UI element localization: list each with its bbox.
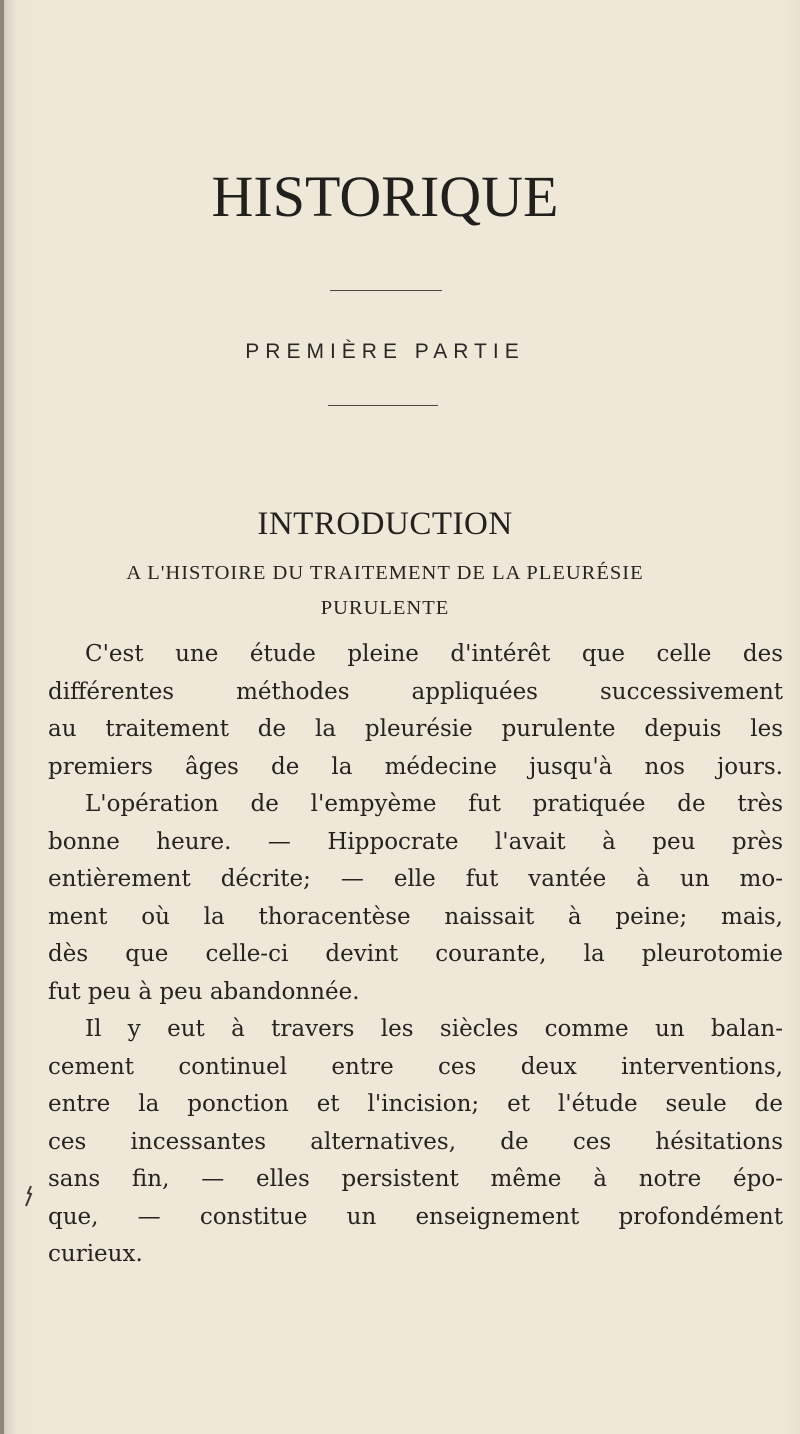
- text-line: curieux.: [48, 1241, 143, 1267]
- text-line: au traitement de la pleurésie purulente depuis les: [48, 716, 783, 742]
- chapter-heading: HISTORIQUE: [211, 164, 559, 229]
- divider-rule: [328, 405, 438, 406]
- text-line: L'opération de l'empyème fut pratiquée de très: [85, 791, 783, 817]
- text-line: entre la ponction et l'incision; et l'étude seule de: [48, 1091, 783, 1117]
- text-line: cement continuel entre ces deux interventions,: [48, 1053, 783, 1080]
- section-title: INTRODUCTION: [257, 506, 513, 542]
- text-line: fut peu à peu abandonnée.: [48, 978, 360, 1005]
- text-line: ces incessantes alternatives, de ces hésitations: [48, 1128, 783, 1155]
- text-line: ment où la thoracentèse naissait à peine; mais,: [48, 903, 783, 930]
- body-paragraph: [48, 636, 783, 1274]
- divider-rule: [330, 290, 442, 291]
- text-line: Il y eut à travers les siècles comme un balan-: [85, 1016, 783, 1042]
- text-line: sans fin, — elles persistent même à notre épo-: [48, 1166, 783, 1192]
- text-line: dès que celle-ci devint courante, la pleurotomie: [48, 941, 783, 967]
- text-line: C'est une étude pleine d'intérêt que celle des: [85, 641, 783, 667]
- text-line: entièrement décrite; — elle fut vantée à un mo-: [48, 866, 783, 892]
- text-line: bonne heure. — Hippocrate l'avait à peu près: [48, 828, 783, 855]
- text-line: différentes méthodes appliquées successivement: [48, 678, 783, 705]
- part-title: PREMIÈRE PARTIE: [245, 340, 525, 363]
- text-line: que, — constitue un enseignement profondément: [48, 1203, 783, 1230]
- section-subtitle: PURULENTE: [320, 597, 450, 619]
- margin-ink-mark: [22, 1185, 36, 1212]
- text-line: premiers âges de la médecine jusqu'à nos jours.: [48, 753, 783, 780]
- section-subtitle: A L'HISTOIRE DU TRAITEMENT DE LA PLEURÉSIE: [126, 562, 644, 584]
- ink-mark-icon: [22, 1185, 36, 1207]
